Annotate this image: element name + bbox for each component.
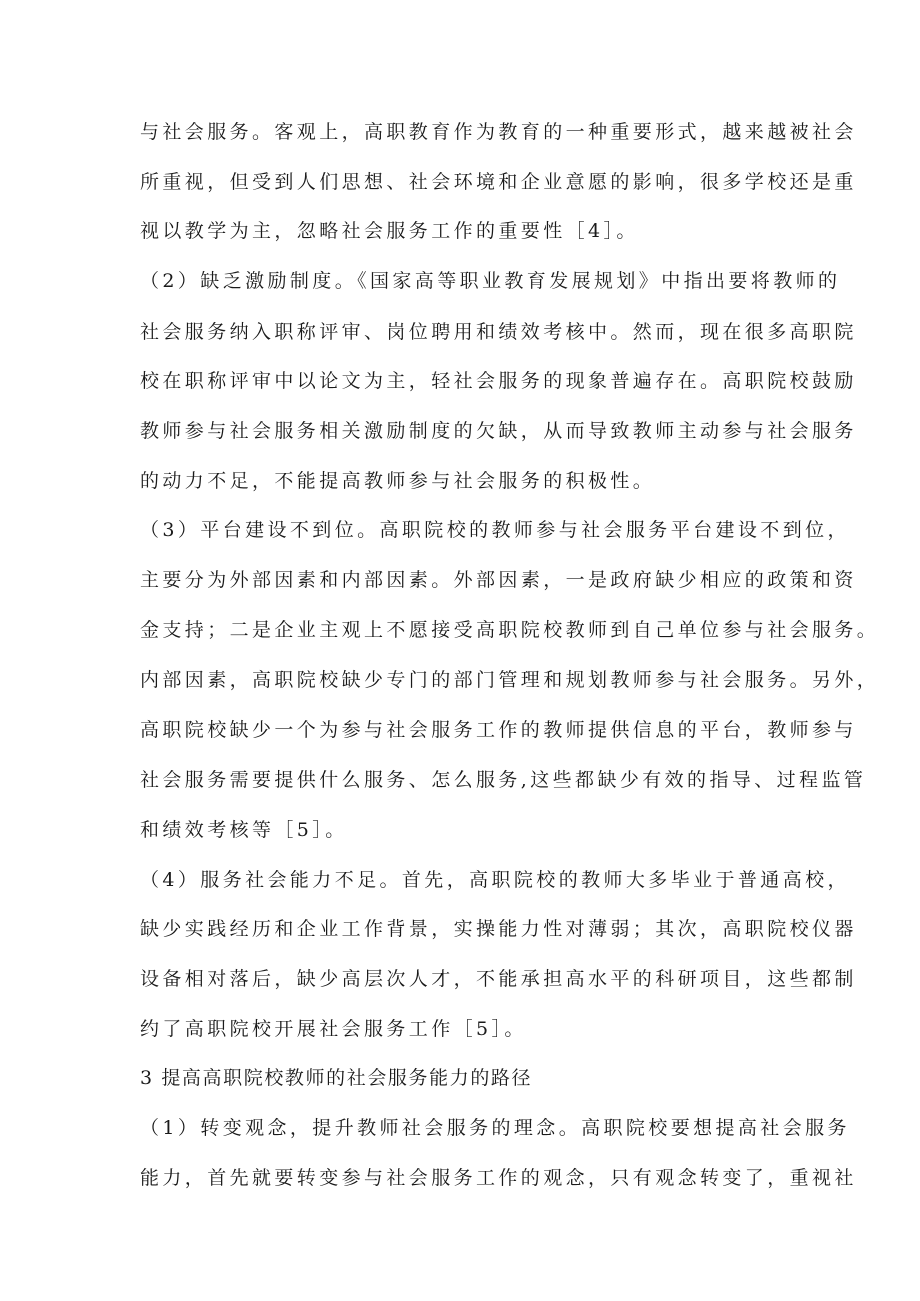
paragraph-line: 所重视，但受到人们思想、社会环境和企业意愿的影响，很多学校还是重 <box>140 171 857 193</box>
paragraph-line: 设备相对落后，缺少高层次人才，不能承担高水平的科研项目，这些都制 <box>140 968 857 990</box>
paragraph-line: 主要分为外部因素和内部因素。外部因素，一是政府缺少相应的政策和资 <box>140 569 857 591</box>
paragraph-line: 金支持；二是企业主观上不愿接受高职院校教师到自己单位参与社会服务。 <box>140 619 880 641</box>
paragraph-line: （1）转变观念，提升教师社会服务的理念。高职院校要想提高社会服务 <box>140 1117 850 1139</box>
paragraph-line: 缺少实践经历和企业工作背景，实操能力性对薄弱；其次，高职院校仪器 <box>140 918 857 940</box>
paragraph-line: 教师参与社会服务相关激励制度的欠缺，从而导致教师主动参与社会服务 <box>140 420 857 442</box>
paragraph-line: （3）平台建设不到位。高职院校的教师参与社会服务平台建设不到位， <box>140 519 850 541</box>
paragraph-line: 校在职称评审中以论文为主，轻社会服务的现象普遍存在。高职院校鼓励 <box>140 370 857 392</box>
paragraph-line: 的动力不足，不能提高教师参与社会服务的积极性。 <box>140 470 656 492</box>
paragraph-line: 内部因素，高职院校缺少专门的部门管理和规划教师参与社会服务。另外， <box>140 669 880 691</box>
paragraph-line: 能力，首先就要转变参与社会服务工作的观念，只有观念转变了，重视社 <box>140 1167 857 1189</box>
section-heading: 3 提高高职院校教师的社会服务能力的路径 <box>140 1067 533 1089</box>
paragraph-line: 与社会服务。客观上，高职教育作为教育的一种重要形式，越来越被社会 <box>140 121 857 143</box>
paragraph-line: 视以教学为主，忽略社会服务工作的重要性［4］。 <box>140 220 639 242</box>
paragraph-line: 社会服务纳入职称评审、岗位聘用和绩效考核中。然而，现在很多高职院 <box>140 321 857 343</box>
paragraph-line: （2）缺乏激励制度。《国家高等职业教育发展规划》中指出要将教师的 <box>140 270 841 292</box>
paragraph-line: 和绩效考核等［5］。 <box>140 819 348 841</box>
paragraph-line: 约了高职院校开展社会服务工作［5］。 <box>140 1018 527 1040</box>
paragraph-line: 社会服务需要提供什么服务、怎么服务,这些都缺少有效的指导、过程监管 <box>140 769 867 791</box>
paragraph-line: 高职院校缺少一个为参与社会服务工作的教师提供信息的平台，教师参与 <box>140 719 857 741</box>
paragraph-line: （4）服务社会能力不足。首先，高职院校的教师大多毕业于普通高校， <box>140 869 850 891</box>
